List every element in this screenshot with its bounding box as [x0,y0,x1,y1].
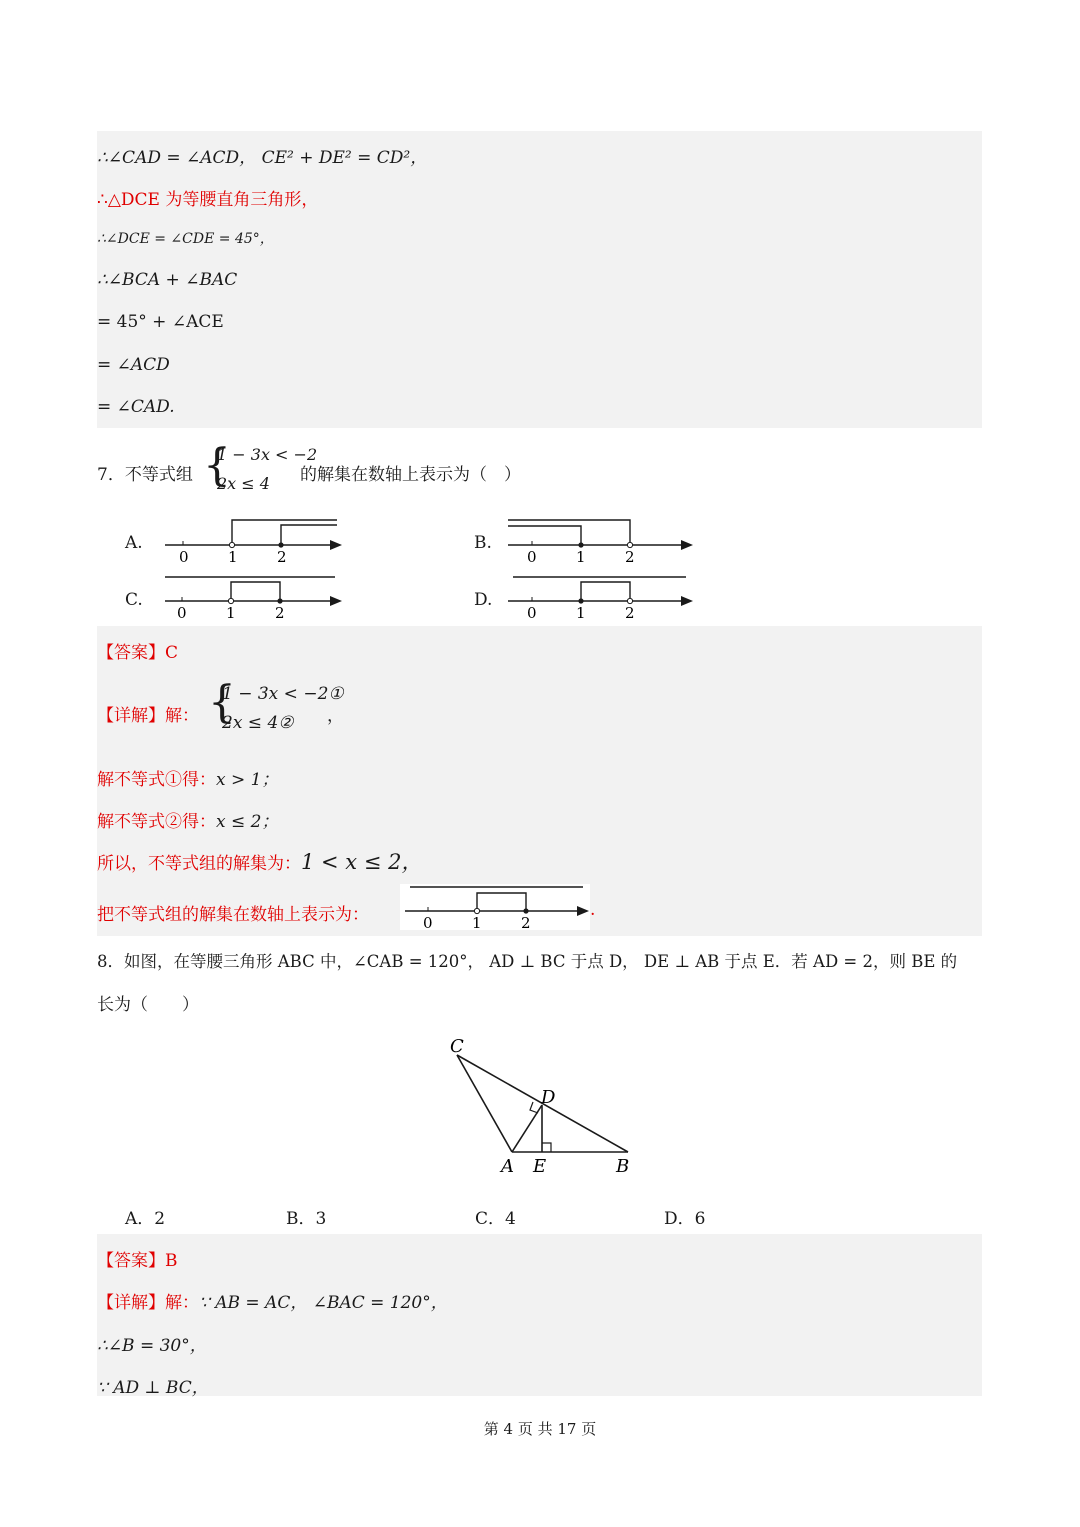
page-footer: 第 4 页 共 17 页 [483,1420,597,1438]
step-4-text: 把不等式组的解集在数轴上表示为： [97,905,369,925]
step-1-text: 解不等式①得： [97,770,216,790]
step-3 [97,846,422,876]
tick-0: 0 [179,548,189,565]
step-3-text: 所以，不等式组的解集为： [97,854,301,874]
step-1 [97,765,278,790]
detail-tag: 【详解】 [97,1293,165,1313]
question-7-prefix: 7．不等式组 [97,465,193,485]
answer-value: C [165,643,179,663]
tick-1: 1 [576,548,586,565]
detail-system-comma: ， [327,706,344,726]
answer-block-q7 [97,626,982,936]
brace-symbol: { [203,440,231,491]
solution-line-6: = ∠ACD [97,355,170,375]
axis-arrow [681,596,693,606]
tick-2: 2 [625,548,635,565]
tick-1: 1 [228,548,238,565]
tick-2: 2 [521,914,531,930]
label-E: E [533,1156,547,1177]
question-8-line-2: 长为（ ） [97,995,199,1015]
right-angle-mark-E [542,1143,551,1152]
option-a-label: A. [125,533,143,553]
detail-line-3: ∵ AD ⊥ BC， [97,1378,209,1398]
system-row-1: 1 − 3x < −2① [222,684,344,704]
label-B: B [616,1156,630,1177]
tick-0: 0 [527,548,537,565]
solution-line-7: = ∠CAD. [97,397,175,417]
label-A: A [501,1156,514,1177]
system-row-2: 2x ≤ 4② [222,713,294,733]
tick-2: 2 [625,604,635,622]
ray-x-gt-1 [232,520,337,545]
open-dot-1 [228,598,233,603]
solid-dot-1 [578,542,583,547]
answer-value: B [165,1251,178,1271]
tick-2: 2 [275,604,285,622]
detail-tag: 【详解】 [97,706,165,726]
solid-dot-2 [523,908,528,913]
segment-1-2 [581,582,630,601]
ray-x-lt-2 [508,520,630,545]
system-row-2: 2x ≤ 4 [217,474,270,493]
solid-dot-1 [578,598,583,603]
detail-math: ∵ AB = AC， ∠BAC = 120°， [199,1293,448,1313]
answer-number-line [400,884,590,930]
solid-dot-2 [277,598,282,603]
open-dot-1 [229,542,234,547]
right-angle-mark-D [530,1102,538,1113]
option-c-number-line [162,572,342,622]
solution-line-5: = 45° + ∠ACE [97,312,224,332]
open-dot-2 [627,542,632,547]
option-c-label: C. [125,590,143,610]
detail-line [97,1288,448,1313]
step-3-math: 1 < x ≤ 2， [301,850,423,874]
detail-line-2: ∴∠B = 30°， [97,1336,207,1356]
axis-arrow [330,596,342,606]
detail-system [208,677,344,741]
solution-line-1: ∴∠CAD = ∠ACD， CE² + DE² = CD²， [97,148,428,168]
step-1-math: x > 1； [216,770,279,790]
brace-symbol: { [208,677,236,728]
step-4-end: . [590,900,596,920]
q8-option-a: A．2 [125,1209,166,1229]
tick-0: 0 [177,604,187,622]
question-7-system [203,440,318,500]
solid-dot-2 [278,542,283,547]
label-C: C [450,1036,464,1057]
q8-option-c: C．4 [475,1209,516,1229]
answer-tag: 【答案】 [97,643,165,663]
tick-1: 1 [576,604,586,622]
ray-x-le-1 [508,526,581,545]
tick-2: 2 [277,548,287,565]
step-2-math: x ≤ 2； [216,812,279,832]
question-8-line-1: 8．如图，在等腰三角形 ABC 中，∠CAB = 120°， AD ⊥ BC 于点 D， DE ⊥ AB 于点 E．若 AD = 2，则 BE 的 [97,952,958,971]
option-b-number-line [505,515,695,565]
option-b-label: B. [474,533,492,553]
detail-line [97,701,199,726]
solution-line-2: ∴△DCE 为等腰直角三角形， [97,190,319,210]
answer-tag: 【答案】 [97,1251,165,1271]
option-d-label: D. [474,590,493,610]
open-dot-2 [627,598,632,603]
axis-arrow [681,540,693,550]
option-a-number-line [162,515,342,565]
segment-AD [512,1105,542,1152]
tick-0: 0 [527,604,537,622]
q8-option-d: D．6 [664,1209,706,1229]
step-2-text: 解不等式②得： [97,812,216,832]
label-D: D [541,1087,556,1108]
ray-x-ge-2 [281,525,337,545]
triangle-figure [445,1035,645,1185]
detail-intro: 解： [165,706,199,726]
solution-line-3: ∴∠DCE = ∠CDE = 45°， [97,231,274,247]
segment-1-2 [231,582,280,601]
detail-intro: 解： [165,1293,199,1313]
solution-line-4: ∴∠BCA + ∠BAC [97,270,238,290]
open-dot-1 [474,908,479,913]
question-7-suffix: 的解集在数轴上表示为（ ） [300,465,521,485]
tick-0: 0 [423,914,433,930]
answer-line [97,1246,178,1271]
side-CA [457,1055,512,1152]
answer-block-q8 [97,1234,982,1396]
tick-1: 1 [226,604,236,622]
step-2 [97,807,278,832]
answer-line [97,638,178,663]
solution-block-q6 [97,131,982,428]
option-d-number-line [505,572,695,622]
q8-option-b: B．3 [286,1209,327,1229]
system-row-1: 1 − 3x < −2 [217,445,318,464]
axis-arrow [330,540,342,550]
tick-1: 1 [472,914,482,930]
